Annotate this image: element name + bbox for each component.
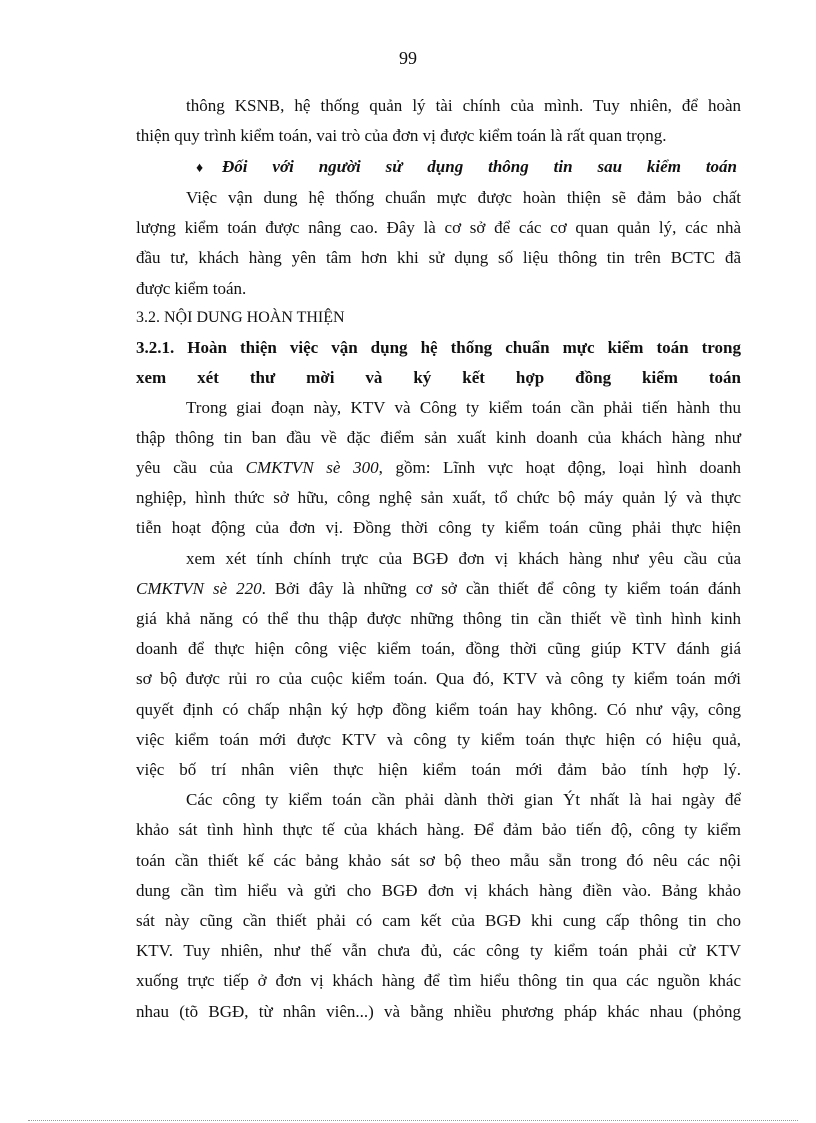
- paragraph-line: Việc vận dung hệ thống chuẩn mực được hoàn thiện sẽ đảm bảo chất: [186, 188, 741, 207]
- paragraph-line: được kiểm toán.: [136, 279, 247, 298]
- paragraph-line: nhau (tõ BGĐ, từ nhân viên...) và bằng nhiều phương pháp khác nhau (phỏng: [136, 1002, 741, 1021]
- paragraph-line: thiện quy trình kiểm toán, vai trò của đơn vị được kiểm toán là rất quan trọng.: [136, 126, 667, 145]
- diamond-bullet-icon: ♦: [196, 161, 204, 176]
- paragraph-line: việc bố trí nhân viên thực hiện kiểm toán mới đảm bảo tính hợp lý.: [136, 760, 741, 779]
- paragraph-line: sơ bộ được rủi ro của cuộc kiểm toán. Qua đó, KTV và công ty kiểm toán mới: [136, 669, 741, 688]
- paragraph-line: xuống trực tiếp ở đơn vị khách hàng để tìm hiểu thông tin qua các nguồn khác: [136, 971, 741, 990]
- paragraph-line: Trong giai đoạn này, KTV và Công ty kiểm toán cần phải tiến hành thu: [186, 398, 741, 417]
- paragraph-line: quyết định có chấp nhận ký hợp đồng kiểm toán hay không. Có như vậy, công: [136, 700, 741, 719]
- page-number: 99: [399, 48, 417, 68]
- footer-divider: [28, 1120, 798, 1121]
- text-segment: . Bởi đây là những cơ sở cần thiết để công ty kiểm toán đánh: [261, 579, 741, 598]
- subsection-heading: xem xét thư mời và ký kết hợp đồng kiểm toán: [136, 368, 741, 387]
- subheading-text: Đối với người sử dụng thông tin sau kiểm toán: [222, 157, 737, 176]
- paragraph-line: dung cần tìm hiểu và gửi cho BGĐ đơn vị khách hàng điền vào. Bảng khảo: [136, 881, 741, 900]
- subheading-users: [196, 156, 741, 180]
- standard-reference: CMKTVN sè 300: [245, 458, 379, 477]
- paragraph-line: thập thông tin ban đầu về đặc điểm sản xuất kinh doanh của khách hàng như: [136, 428, 741, 447]
- standard-reference: CMKTVN sè 220: [136, 579, 262, 598]
- paragraph-line: thông KSNB, hệ thống quản lý tài chính của mình. Tuy nhiên, để hoàn: [186, 96, 741, 115]
- paragraph-line: tiễn hoạt động của đơn vị. Đồng thời công ty kiểm toán cũng phải thực hiện: [136, 518, 741, 537]
- paragraph-line: doanh để thực hiện công việc kiểm toán, đồng thời cũng giúp KTV đánh giá: [136, 639, 741, 658]
- paragraph-line: lượng kiểm toán được nâng cao. Đây là cơ sở để các cơ quan quản lý, các nhà: [136, 218, 741, 237]
- paragraph-line: [136, 457, 741, 479]
- paragraph-line: KTV. Tuy nhiên, như thế vẫn chưa đủ, các công ty kiểm toán phải cử KTV: [136, 941, 741, 960]
- paragraph-line: Các công ty kiểm toán cần phải dành thời gian Ýt nhất là hai ngày để: [186, 790, 741, 809]
- subsection-heading: 3.2.1. Hoàn thiện việc vận dụng hệ thống chuẩn mực kiểm toán trong: [136, 338, 741, 357]
- paragraph-line: khảo sát tình hình thực tế của khách hàng. Để đảm bảo tiến độ, công ty kiểm: [136, 820, 741, 839]
- section-heading: 3.2. NỘI DUNG HOÀN THIỆN: [136, 309, 345, 326]
- paragraph-line: toán cần thiết kế các bảng khảo sát sơ bộ theo mẫu sẵn trong đó nêu các nội: [136, 851, 741, 870]
- paragraph-line: nghiệp, hình thức sở hữu, công nghệ sản xuất, tổ chức bộ máy quản lý và thực: [136, 488, 741, 507]
- paragraph-line: [136, 578, 741, 600]
- text-segment: , gồm: Lĩnh vực hoạt động, loại hình doanh: [378, 458, 742, 477]
- paragraph-line: việc kiểm toán mới được KTV và công ty kiểm toán thực hiện có hiệu quả,: [136, 730, 741, 749]
- paragraph-line: giá khả năng có thể thu thập được những thông tin cần thiết về tình hình kinh: [136, 609, 741, 628]
- paragraph-line: đầu tư, khách hàng yên tâm hơn khi sử dụng số liệu thông tin trên BCTC đã: [136, 248, 741, 267]
- paragraph-line: xem xét tính chính trực của BGĐ đơn vị khách hàng như yêu cầu của: [186, 549, 741, 568]
- paragraph-line: sát này cũng cần thiết phải có cam kết của BGĐ khi cung cấp thông tin cho: [136, 911, 741, 930]
- text-segment: yêu cầu của: [136, 458, 246, 477]
